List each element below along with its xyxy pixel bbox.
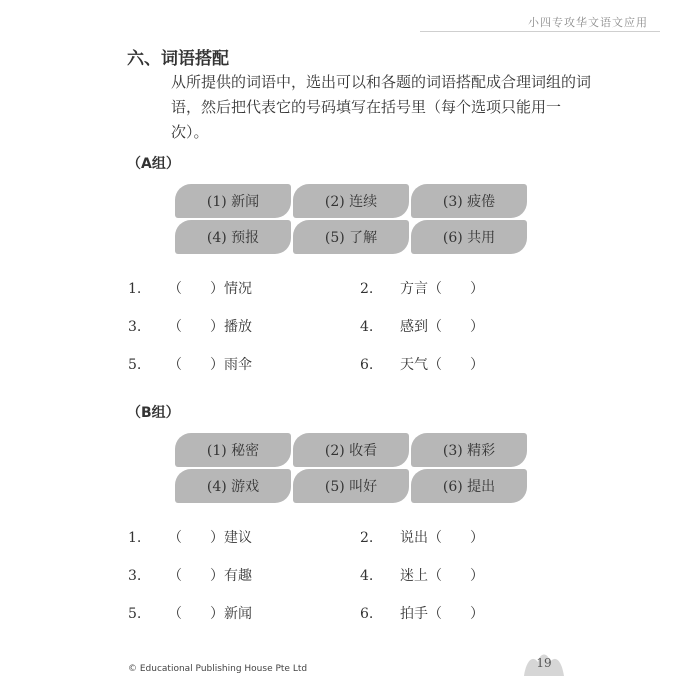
option-a-2: (2) 连续 — [293, 184, 409, 218]
book-title: 小四专攻华文语文应用 — [528, 16, 648, 29]
question-b-4: 4. 迷上（ ） — [360, 568, 484, 584]
page-number: 19 — [536, 656, 552, 670]
option-b-1: (1) 秘密 — [175, 433, 291, 467]
option-b-6: (6) 提出 — [411, 469, 527, 503]
page-number-badge — [522, 648, 566, 678]
option-b-3: (3) 精彩 — [411, 433, 527, 467]
question-b-2: 2. 说出（ ） — [360, 530, 484, 546]
option-b-5: (5) 叫好 — [293, 469, 409, 503]
option-a-6: (6) 共用 — [411, 220, 527, 254]
question-a-1: 1. （ ）情况 — [128, 281, 252, 297]
copyright-notice: © Educational Publishing House Pte Ltd — [128, 664, 308, 674]
group-b-options — [175, 433, 527, 505]
question-b-5: 5. （ ）新闻 — [128, 606, 252, 622]
group-a-label: （A组） — [127, 156, 180, 172]
option-a-1: (1) 新闻 — [175, 184, 291, 218]
question-a-5: 5. （ ）雨伞 — [128, 357, 252, 373]
group-b-label: （B组） — [127, 405, 180, 421]
group-a-options — [175, 184, 527, 256]
option-a-3: (3) 疲倦 — [411, 184, 527, 218]
question-a-4: 4. 感到（ ） — [360, 319, 484, 335]
question-b-6: 6. 拍手（ ） — [360, 606, 484, 622]
option-b-2: (2) 收看 — [293, 433, 409, 467]
question-b-1: 1. （ ）建议 — [128, 530, 252, 546]
option-b-4: (4) 游戏 — [175, 469, 291, 503]
question-a-3: 3. （ ）播放 — [128, 319, 252, 335]
instructions: 从所提供的词语中，选出可以和各题的词语搭配成合理词组的词语，然后把代表它的号码填写在括号里（每个选项只能用一次）。 — [171, 73, 592, 141]
option-a-5: (5) 了解 — [293, 220, 409, 254]
option-a-4: (4) 预报 — [175, 220, 291, 254]
question-a-6: 6. 天气（ ） — [360, 357, 484, 373]
section-title: 六、词语搭配 — [127, 49, 229, 69]
header-divider — [420, 31, 660, 32]
question-b-3: 3. （ ）有趣 — [128, 568, 252, 584]
question-a-2: 2. 方言（ ） — [360, 281, 484, 297]
